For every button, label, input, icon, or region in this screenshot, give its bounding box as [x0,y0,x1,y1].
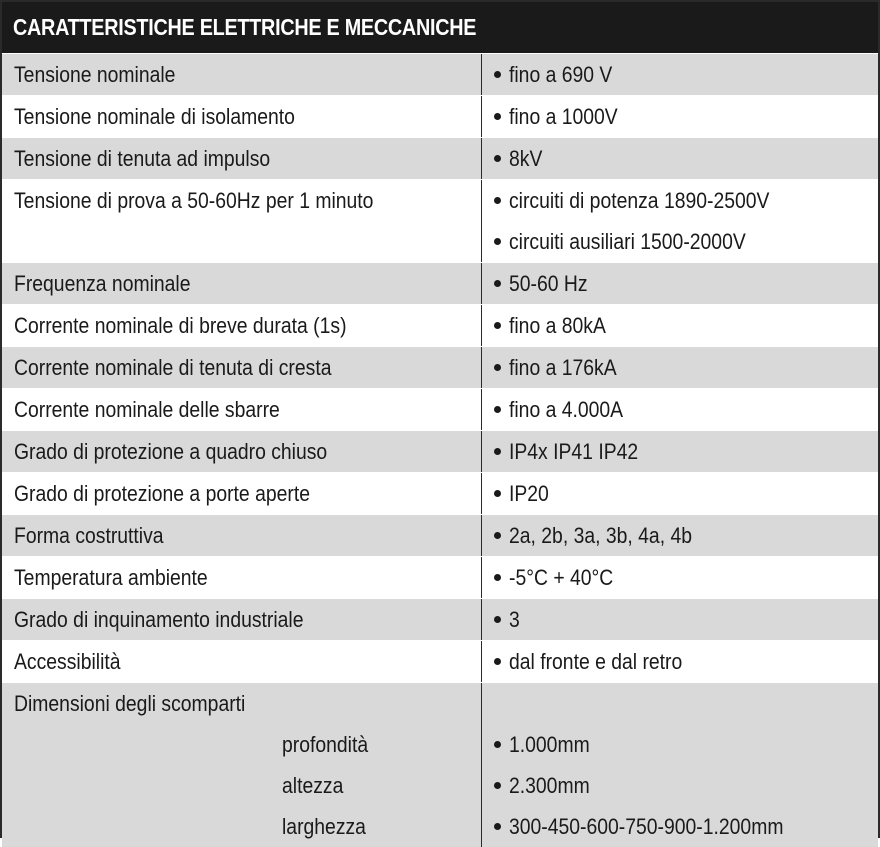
row-value-cell [482,473,878,514]
row-value: 2a, 2b, 3a, 3b, 4a, 4b [482,515,878,556]
row-value: fino a 176kA [482,347,878,388]
row-value: -5°C + 40°C [482,557,878,598]
table-row-dimensions [2,682,878,847]
dimension-value: 300-450-600-750-900-1.200mm [482,806,878,847]
table-row [2,556,878,598]
row-value: fino a 4.000A [482,389,878,430]
table-row [2,262,878,304]
row-value-cell [482,557,878,598]
table-row [2,598,878,640]
row-label-cell [2,557,482,598]
table-row [2,430,878,472]
row-value-cell [482,263,878,304]
row-value-cell [482,347,878,388]
table-row [2,388,878,430]
row-value-cell [482,641,878,682]
table-row [2,179,878,262]
row-label: Grado di inquinamento industriale [14,607,304,632]
row-label: Tensione nominale [14,62,176,87]
row-value: IP4x IP41 IP42 [482,431,878,472]
row-label: Tensione di prova a 50-60Hz per 1 minuto [14,188,374,213]
row-label-cell [2,180,482,262]
row-label: Tensione nominale di isolamento [14,104,295,129]
row-label: Corrente nominale delle sbarre [14,397,280,422]
bullet-icon [494,71,501,78]
dimension-label: altezza [282,773,344,798]
row-label: Corrente nominale di tenuta di cresta [14,355,332,380]
row-value-cell [482,305,878,346]
bullet-icon [494,448,501,455]
bullet-icon [494,406,501,413]
bullet-icon [494,616,501,623]
row-value: IP20 [482,473,878,514]
row-label: Tensione di tenuta ad impulso [14,146,271,171]
row-value-cell [482,138,878,179]
row-label: Accessibilità [14,649,121,674]
bullet-icon [494,823,501,830]
row-value: dal fronte e dal retro [482,641,878,682]
row-value-spacer [482,683,878,724]
row-value: fino a 1000V [482,96,878,137]
row-value: fino a 80kA [482,305,878,346]
row-label-cell [2,389,482,430]
row-value: circuiti ausiliari 1500-2000V [482,221,878,262]
row-label-cell [2,305,482,346]
row-value-cell [482,683,878,847]
bullet-icon [494,238,501,245]
row-label-cell [2,138,482,179]
row-label-cell [2,515,482,556]
table-row [2,514,878,556]
row-value-cell [482,180,878,262]
bullet-icon [494,364,501,371]
bullet-icon [494,197,501,204]
row-label-cell [2,431,482,472]
row-value: 50-60 Hz [482,263,878,304]
table-row [2,472,878,514]
bullet-icon [494,490,501,497]
bullet-icon [494,574,501,581]
bullet-icon [494,113,501,120]
table-body [2,53,878,847]
row-value-cell [482,515,878,556]
row-label: Frequenza nominale [14,271,191,296]
row-label: Grado di protezione a porte aperte [14,481,310,506]
row-label-cell [2,599,482,640]
bullet-icon [494,741,501,748]
row-label-cell [2,96,482,137]
table-row [2,53,878,95]
row-label: Dimensioni degli scomparti [14,691,246,716]
dimension-value: 2.300mm [482,765,878,806]
table-row [2,304,878,346]
table-title: CARATTERISTICHE ELETTRICHE E MECCANICHE [2,2,878,53]
table-row [2,95,878,137]
row-value-cell [482,599,878,640]
bullet-icon [494,280,501,287]
table-row [2,640,878,682]
bullet-icon [494,322,501,329]
dimension-label: larghezza [282,814,366,839]
row-label: Corrente nominale di breve durata (1s) [14,313,347,338]
bullet-icon [494,782,501,789]
row-label-cell [2,263,482,304]
row-label: Temperatura ambiente [14,565,208,590]
row-value-cell [482,389,878,430]
row-value: circuiti di potenza 1890-2500V [482,180,878,221]
dimension-label: profondità [282,732,369,757]
table-row [2,346,878,388]
row-label-cell [2,683,482,847]
row-label-cell [2,641,482,682]
bullet-icon [494,155,501,162]
row-value-cell [482,431,878,472]
row-label: Grado di protezione a quadro chiuso [14,439,328,464]
dimension-value: 1.000mm [482,724,878,765]
bullet-icon [494,658,501,665]
row-value: fino a 690 V [482,54,878,95]
row-value-cell [482,54,878,95]
row-value-cell [482,96,878,137]
row-value: 3 [482,599,878,640]
row-value: 8kV [482,138,878,179]
row-label-cell [2,54,482,95]
bullet-icon [494,532,501,539]
table-row [2,137,878,179]
row-label: Forma costruttiva [14,523,164,548]
row-label-cell [2,473,482,514]
row-label-spacer [2,221,481,262]
row-label-cell [2,347,482,388]
